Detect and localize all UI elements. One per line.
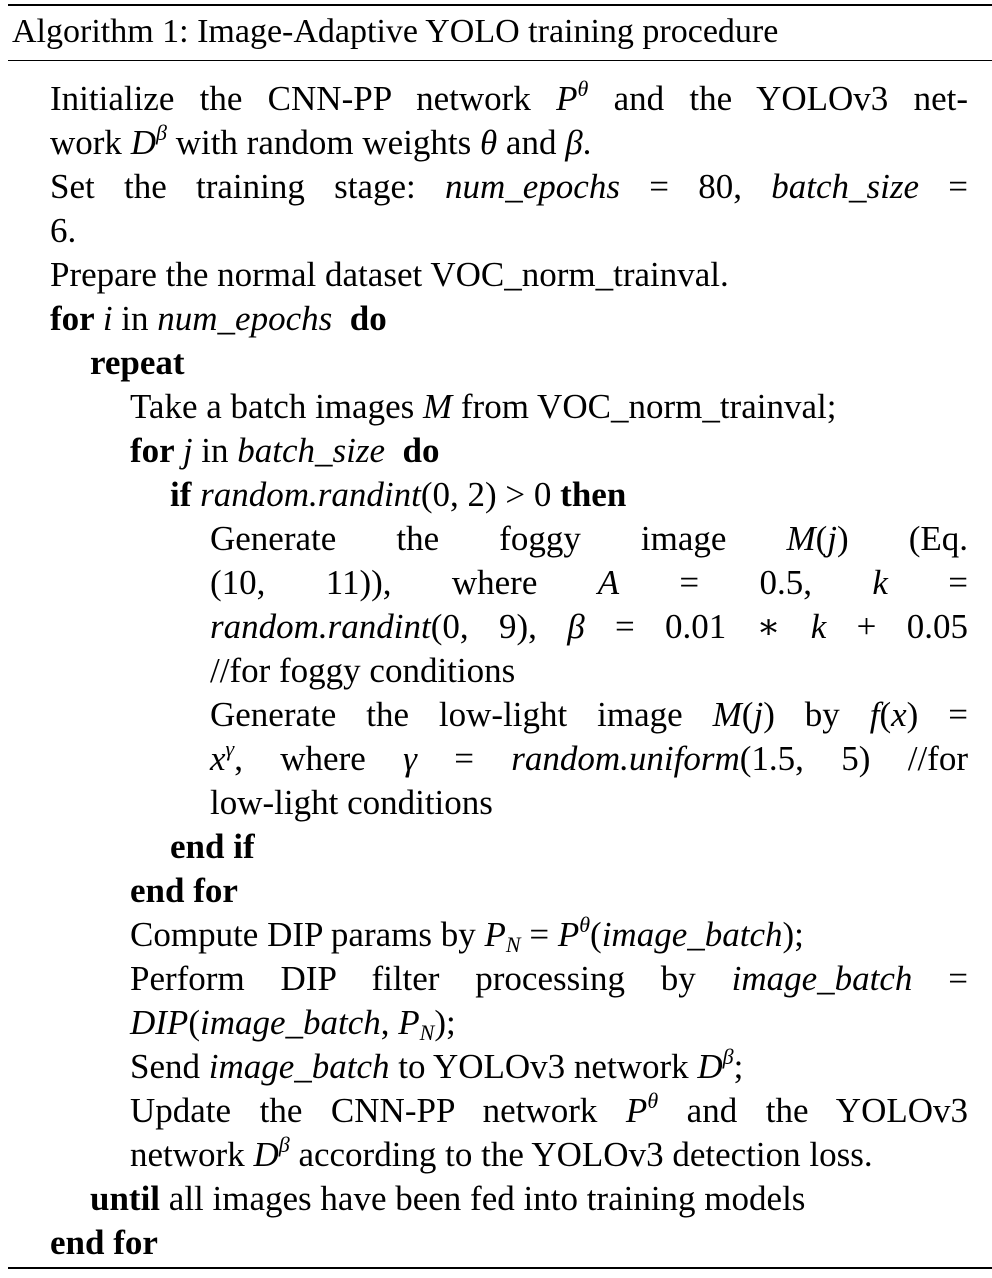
algorithm-line (210, 649, 968, 693)
algorithm-line (130, 1045, 968, 1089)
algorithm-line-content (50, 77, 968, 121)
algorithm-line (130, 1133, 968, 1177)
keyword: end for (130, 871, 238, 910)
algorithm-line-content (50, 165, 968, 209)
line-text: + 0.05 (826, 607, 968, 646)
algorithm-line-content (50, 121, 591, 165)
line-text: and (497, 123, 566, 162)
keyword: end if (170, 827, 255, 866)
algorithm-line (50, 209, 968, 253)
math-symbol: M (786, 519, 816, 558)
line-text: = (416, 739, 512, 778)
math-symbol: D (130, 123, 156, 162)
math-symbol: β (567, 607, 585, 646)
line-text: = (919, 167, 968, 206)
line-text: Generate the foggy image (210, 519, 787, 558)
algorithm-line (50, 297, 968, 341)
algorithm-line (210, 605, 968, 649)
algorithm-line (130, 1001, 968, 1045)
math-symbol: D (253, 1135, 279, 1174)
algorithm-line-content (130, 385, 836, 429)
line-text: from VOC_norm_trainval; (452, 387, 837, 426)
algorithm-line (130, 957, 968, 1001)
line-text: and the YOLOv3 (658, 1091, 968, 1130)
algorithm-line-content (130, 869, 238, 913)
math-symbol: P (484, 915, 506, 954)
algorithm-body (0, 77, 968, 1265)
algorithm-line (130, 385, 968, 429)
algorithm-line-content (90, 1177, 805, 1221)
line-text: ; (733, 1047, 744, 1086)
algorithm-line-content (50, 253, 729, 297)
math-symbol: β (722, 1044, 734, 1069)
algorithm-line (210, 561, 968, 605)
math-symbol: random.uniform (511, 739, 740, 778)
math-symbol: image_batch (208, 1047, 390, 1086)
keyword: until (90, 1179, 161, 1218)
algorithm-line-content (50, 1221, 158, 1265)
line-text: (0, 9), (430, 607, 568, 646)
math-symbol: N (419, 1020, 435, 1045)
math-symbol: M (422, 387, 453, 426)
line-text: Perform DIP filter processing by (130, 959, 732, 998)
algorithm-line-content (210, 605, 968, 649)
algorithm-line-content (210, 649, 515, 693)
line-text: ) by (763, 695, 870, 734)
line-text: and the YOLOv3 net- (588, 79, 968, 118)
math-symbol: i (102, 299, 113, 338)
line-text: (0, 2) > 0 (420, 475, 561, 514)
math-symbol: θ (579, 912, 591, 937)
keyword: for (130, 431, 183, 470)
algorithm-line-content (50, 209, 76, 253)
algorithm-line-content (210, 561, 968, 605)
math-symbol: j (753, 695, 764, 734)
math-symbol: β (278, 1132, 290, 1157)
algorithm-line (50, 1221, 968, 1265)
line-text: = 0.01 ∗ (584, 607, 811, 646)
line-text: network (130, 1135, 254, 1174)
math-symbol: image_batch (731, 959, 913, 998)
math-symbol: random.randint (200, 475, 421, 514)
algorithm-line-content (170, 825, 255, 869)
line-text: Take a batch images (130, 387, 423, 426)
algorithm-line-content (210, 517, 968, 561)
line-text: ( (188, 1003, 200, 1042)
algorithm-line-content (50, 297, 387, 341)
math-symbol: batch_size (237, 431, 386, 470)
algorithm-title: Algorithm 1: Image-Adaptive YOLO training procedure (12, 13, 779, 50)
algorithm-line-content (130, 957, 968, 1001)
math-symbol: k (872, 563, 888, 602)
line-text: in (112, 299, 158, 338)
math-symbol: D (697, 1047, 723, 1086)
algorithm-line-content (130, 429, 440, 473)
algorithm-line (50, 121, 968, 165)
algorithm-line (170, 825, 968, 869)
algorithm-line (210, 693, 968, 737)
algorithm-line-content (90, 341, 185, 385)
math-symbol: j (827, 519, 837, 558)
algorithm-line (50, 77, 968, 121)
line-text: ( (879, 695, 892, 734)
line-text: 6. (50, 211, 77, 250)
line-text: , (380, 1003, 399, 1042)
math-symbol: P (625, 1091, 648, 1130)
title-rule (8, 60, 992, 61)
line-text: ( (741, 695, 754, 734)
algorithm-line (210, 781, 968, 825)
line-text: all images have been fed into training models (160, 1179, 806, 1218)
bottom-rule (8, 1267, 992, 1269)
keyword: do (332, 299, 387, 338)
line-text: work (50, 123, 131, 162)
math-symbol: A (597, 563, 620, 602)
math-symbol: num_epochs (157, 299, 333, 338)
line-text: (1.5, 5) //for (739, 739, 968, 778)
math-symbol: x (210, 739, 226, 778)
line-text: (10, 11)), where (210, 563, 598, 602)
keyword: then (560, 475, 627, 514)
algorithm-line (170, 473, 968, 517)
math-symbol: θ (647, 1088, 659, 1113)
line-text: //for foggy conditions (210, 651, 516, 690)
math-symbol: num_epochs (445, 167, 620, 206)
line-text: = 80, (619, 167, 772, 206)
algorithm-line-content (210, 737, 968, 781)
math-symbol: M (712, 695, 742, 734)
line-text: to YOLOv3 network (389, 1047, 698, 1086)
algorithm-line (210, 737, 968, 781)
line-text: = (520, 915, 558, 954)
algorithm-line-content (130, 913, 804, 957)
algorithm-line-content (130, 1089, 968, 1133)
line-text: = (887, 563, 968, 602)
math-symbol: P (398, 1003, 420, 1042)
keyword: do (385, 431, 440, 470)
keyword: repeat (90, 343, 185, 382)
algorithm-line-content (170, 473, 626, 517)
line-text: ( (815, 519, 828, 558)
line-text: ); (782, 915, 804, 954)
line-text: . (582, 123, 592, 162)
algorithm-line-content (130, 1045, 743, 1089)
line-text: = 0.5, (619, 563, 873, 602)
math-symbol: N (505, 932, 521, 957)
algorithm-line (130, 913, 968, 957)
math-symbol: random.randint (210, 607, 431, 646)
line-text: ) (Eq. (837, 519, 968, 558)
math-symbol: f (869, 695, 880, 734)
keyword: end for (50, 1223, 158, 1262)
math-symbol: γ (225, 736, 235, 761)
math-symbol: k (810, 607, 827, 646)
algorithm-line-content (210, 693, 968, 737)
line-text: according to the YOLOv3 detection loss. (289, 1135, 873, 1174)
line-text: , where (234, 739, 404, 778)
algorithm-line (210, 517, 968, 561)
algorithm-line-content (210, 781, 493, 825)
algorithm-line-content (130, 1001, 456, 1045)
keyword: if (170, 475, 201, 514)
math-symbol: j (182, 431, 193, 470)
algorithm-line (130, 1089, 968, 1133)
math-symbol: θ (479, 123, 498, 162)
math-symbol: P (557, 915, 580, 954)
math-symbol: batch_size (771, 167, 919, 206)
line-text: low-light conditions (210, 783, 493, 822)
algorithm-line (90, 341, 968, 385)
math-symbol: image_batch (601, 915, 783, 954)
algorithm-line (90, 1177, 968, 1221)
math-symbol: β (565, 123, 583, 162)
line-text: Generate the low-light image (210, 695, 713, 734)
algorithm-line (130, 429, 968, 473)
line-text: Initialize the CNN-PP network (50, 79, 557, 118)
algorithm-line (130, 869, 968, 913)
line-text: Prepare the normal dataset VOC_norm_trainval. (50, 255, 729, 294)
line-text: ( (590, 915, 602, 954)
keyword: for (50, 299, 103, 338)
top-rule (8, 4, 992, 6)
math-symbol: image_batch (199, 1003, 381, 1042)
line-text: Compute DIP params by (130, 915, 485, 954)
math-symbol: P (556, 79, 578, 118)
line-text: ) = (906, 695, 968, 734)
math-symbol: θ (577, 76, 589, 101)
math-symbol: γ (403, 739, 417, 778)
line-text: = (912, 959, 968, 998)
line-text: Send (130, 1047, 209, 1086)
algorithm-line-content (130, 1133, 873, 1177)
math-symbol: β (155, 120, 167, 145)
math-symbol: DIP (130, 1003, 189, 1042)
algorithm-line (50, 165, 968, 209)
line-text: Update the CNN-PP network (130, 1091, 626, 1130)
line-text: in (192, 431, 238, 470)
line-text: ); (434, 1003, 456, 1042)
math-symbol: x (891, 695, 907, 734)
line-text: Set the training stage: (50, 167, 445, 206)
algorithm-line (50, 253, 968, 297)
line-text: with random weights (166, 123, 480, 162)
